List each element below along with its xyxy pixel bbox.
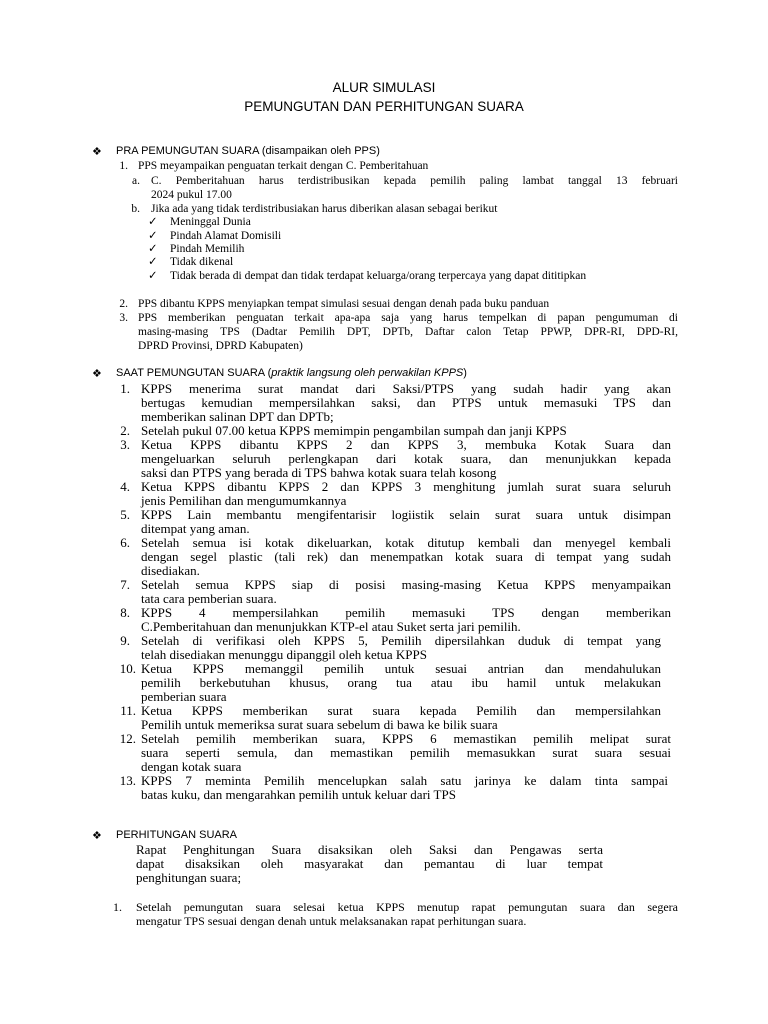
checkmark-icon: ✓ — [148, 230, 158, 242]
list-item-text: masing-masing TPS (Dadtar Pemilih DPT, DPTb, Daftar calon Tetap PPWP, DPR-RI, DPD-RI, — [138, 326, 678, 338]
list-item-text: Ketua KPPS memberikan surat suara kepada Pemilih dan mempersilahkan — [141, 703, 661, 718]
list-item-text: KPPS 4 mempersilahkan pemilih memasuki TPS dengan memberikan — [141, 605, 671, 620]
list-number: 1. — [119, 160, 128, 172]
list-item-text: jenis Pemilihan dan mengumumkannya — [141, 493, 347, 508]
checkmark-icon: ✓ — [148, 270, 158, 282]
list-number: 7. — [120, 577, 130, 592]
list-item-text: pemilih berkebutuhan khusus, orang tua atau ibu hamil untuk melakukan — [141, 675, 661, 690]
check-item: Pindah Alamat Domisili — [170, 230, 282, 242]
intro-paragraph-line: Rapat Penghitungan Suara disaksikan oleh Saksi dan Pengawas serta — [136, 842, 603, 857]
check-item: Tidak berada di dempat dan tidak terdapat keluarga/orang terpercaya yang dapat dititipkan — [170, 270, 587, 282]
diamond-bullet-icon: ❖ — [92, 146, 102, 158]
sub-item-a-line1: C. Pemberitahuan harus terdistribusikan kepada pemilih paling lambat tanggal 13 februari — [151, 175, 678, 187]
document-title-line2: PEMUNGUTAN DAN PERHITUNGAN SUARA — [244, 99, 524, 114]
list-number: 11. — [120, 703, 136, 718]
list-item-text: dengan kotak suara — [141, 759, 242, 774]
list-item-text: suara seperti semula, dan memastikan pemilih memasukkan surat suara sesuai — [141, 745, 671, 760]
intro-paragraph-line: dapat disaksikan oleh masyarakat dan pemantau di luar tempat — [136, 856, 603, 871]
list-number: 8. — [120, 605, 130, 620]
list-item-text: Pemilih untuk memeriksa surat suara sebelum di bawa ke bilik suara — [141, 717, 498, 732]
list-item-text: mengeluarkan seluruh perlengkapan dari kotak suara, dan menunjukkan kepada — [141, 451, 671, 466]
list-number: 12. — [119, 731, 136, 746]
list-number: 13. — [119, 773, 136, 788]
list-item-text: telah disediakan menunggu dipanggil oleh ketua KPPS — [141, 647, 427, 662]
sub-item-a-line2: 2024 pukul 17.00 — [151, 189, 232, 201]
list-item-text: ditempat yang aman. — [141, 521, 250, 536]
list-number: 5. — [120, 507, 130, 522]
list-number: 4. — [120, 479, 130, 494]
list-item-text: KPPS menerima surat mandat dari Saksi/PTPS yang sudah hadir yang akan — [141, 381, 671, 396]
list-item-text: Setelah pemilih memberikan suara, KPPS 6 memastikan pemilih melipat surat — [141, 731, 671, 746]
list-number: 6. — [120, 535, 130, 550]
list-number: 3. — [119, 312, 128, 324]
list-item-text: saksi dan PTPS yang berada di TPS bahwa kotak suara telah kosong — [141, 465, 497, 480]
list-number: 9. — [120, 633, 130, 648]
sub-item-label: a. — [132, 175, 140, 187]
list-item-text: PPS meyampaikan penguatan terkait dengan C. Pemberitahuan — [138, 160, 429, 172]
checkmark-icon: ✓ — [148, 256, 158, 268]
list-item-text: Setelah pukul 07.00 ketua KPPS memimpin pengambilan sumpah dan janji KPPS — [141, 423, 567, 438]
list-item-text: pemberian suara — [141, 689, 227, 704]
list-item-text: bertugas kemudian mempersilahkan saksi, dan PTPS untuk memasuki TPS dan — [141, 395, 671, 410]
sub-item-label: b. — [131, 203, 140, 215]
check-item: Pindah Memilih — [170, 243, 245, 255]
list-number: 1. — [113, 900, 122, 914]
list-number: 1. — [120, 381, 130, 396]
list-item-text: C.Pemberitahuan dan menunjukkan KTP-el atau Suket serta jari pemilih. — [141, 619, 521, 634]
list-item-text: KPPS 7 meminta Pemilih mencelupkan salah satu jarinya ke dalam tinta sampai — [141, 773, 668, 788]
check-item: Tidak dikenal — [170, 256, 234, 268]
list-item-text: Setelah di verifikasi oleh KPPS 5, Pemilih dipersilahkan duduk di tempat yang — [141, 633, 661, 648]
list-item-text: Ketua KPPS memanggil pemilih untuk sesuai antrian dan mendahulukan — [141, 661, 661, 676]
checkmark-icon: ✓ — [148, 216, 158, 228]
list-number: 10. — [119, 661, 136, 676]
list-item-text: batas kuku, dan mengarahkan pemilih untuk keluar dari TPS — [141, 787, 456, 802]
checkmark-icon: ✓ — [148, 243, 158, 255]
list-item-text: Ketua KPPS dibantu KPPS 2 dan KPPS 3, membuka Kotak Suara dan — [141, 437, 671, 452]
list-item-text: DPRD Provinsi, DPRD Kabupaten) — [138, 340, 303, 352]
list-item-text: disediakan. — [141, 563, 200, 578]
list-item-text: PPS dibantu KPPS menyiapkan tempat simulasi sesuai dengan denah pada buku panduan — [138, 298, 550, 310]
list-item-text: Setelah semua isi kotak dikeluarkan, kotak ditutup kembali dan menyegel kembali — [141, 535, 671, 550]
document-page: ALUR SIMULASI PEMUNGUTAN DAN PERHITUNGAN SUARA ❖ PRA PEMUNGUTAN SUARA (disampaikan oleh PPS) 1. PPS meyampaikan penguatan terkait dengan C. Pemberitahuan a. C. Pemberitahuan harus terdistribusikan kepada pemilih paling lambat tanggal 13 februari 2024 pukul 17.00 b. Jika ada yang tidak terdistribusiakan harus diberikan alasan sebagai berikut ✓ Meninggal Dunia ✓ Pindah Alamat Domisili ✓ Pindah Memilih ✓ Tidak dikenal ✓ Tidak berada di dempat dan tidak terdapat keluarga/orang terpercaya yang dapat dititipkan 2. PPS dibantu KPPS menyiapkan tempat simulasi sesuai dengan denah pada buku panduan 3. PPS memberikan penguatan terkait apa-apa saja yang harus tempelkan di papan pengumuman di masing-masing TPS (Dadtar Pemilih DPT, DPTb, Daftar calon Tetap PPWP, DPR-RI, DPD-RI, DPRD Provinsi, DPRD Kabupaten) ❖ SAAT PEMUNGUTAN SUARA (praktik langsung oleh perwakilan KPPS) 1. KPPS menerima surat mandat dari Saksi/PTPS yang sudah hadir yang akan bertugas kemudian mempersilahkan saksi, dan PTPS untuk memasuki TPS dan memberikan salinan DPT dan DPTb; 2. Setelah pukul 07.00 ketua KPPS memimpin pengambilan sumpah dan janji KPPS 3. Ketua KPPS dibantu KPPS 2 dan KPPS 3, membuka Kotak Suara dan mengeluarkan seluruh perlengkapan dari kotak suara, dan menunjukkan kepada saksi dan PTPS yang berada di TPS bahwa kotak suara telah kosong 4. Ketua KPPS dibantu KPPS 2 dan KPPS 3 menghitung jumlah surat suara seluruh jenis Pemilihan dan mengumumkannya 5. KPPS Lain membantu mengifentarisir logiistik selain surat suara untuk disimpan ditempat yang aman. 6. Setelah semua isi kotak dikeluarkan, kotak ditutup kembali dan menyegel kembali dengan segel plastic (tali rek) dan menempatkan kotak suara di tempat yang sudah disediakan. 7. Setelah semua KPPS siap di posisi masing-masing Ketua KPPS menyampaikan tata cara pemberian suara. 8. KPPS 4 mempersilahkan pemilih memasuki TPS dengan memberikan C.Pemberitahuan dan menunjukkan KTP-el atau Suket serta jari pemilih. 9. Setelah di verifikasi oleh KPPS 5, Pemilih dipersilahkan duduk di tempat yang telah disediakan menunggu dipanggil oleh ketua KPPS 10. Ketua KPPS memanggil pemilih untuk sesuai antrian dan mendahulukan pemilih berkebutuhan khusus, orang tua atau ibu hamil untuk melakukan pemberian suara 11. Ketua KPPS memberikan surat suara kepada Pemilih dan mempersilahkan Pemilih untuk memeriksa surat suara sebelum di bawa ke bilik suara 12. Setelah pemilih memberikan suara, KPPS 6 memastikan pemilih melipat surat suara seperti semula, dan memastikan pemilih memasukkan surat suara sesuai dengan kotak suara 13. KPPS 7 meminta Pemilih mencelupkan salah satu jarinya ke dalam tinta sampai batas kuku, dan mengarahkan pemilih untuk keluar dari TPS ❖ PERHITUNGAN SUARA Rapat Penghitungan Suara disaksikan oleh Saksi dan Pengawas serta dapat disaksikan oleh masyarakat dan pemantau di luar tempat penghitungan suara; 1. Setelah pemungutan suara selesai ketua KPPS menutup rapat pemungutan suara dan segera mengatur TPS sesuai dengan denah untuk melaksanakan rapat perhitungan suara. — [0, 0, 768, 1024]
list-item-text: tata cara pemberian suara. — [141, 591, 277, 606]
sub-item-b-text: Jika ada yang tidak terdistribusiakan harus diberikan alasan sebagai berikut — [151, 203, 498, 215]
list-item-text: dengan segel plastic (tali rek) dan menempatkan kotak suara di tempat yang sudah — [141, 549, 671, 564]
list-item-text: Ketua KPPS dibantu KPPS 2 dan KPPS 3 menghitung jumlah surat suara seluruh — [141, 479, 671, 494]
list-number: 2. — [119, 298, 128, 310]
check-item: Meninggal Dunia — [170, 216, 251, 228]
list-item-text: memberikan salinan DPT dan DPTb; — [141, 409, 334, 424]
diamond-bullet-icon: ❖ — [92, 830, 102, 842]
intro-paragraph-line: penghitungan suara; — [136, 870, 242, 885]
list-item-text: KPPS Lain membantu mengifentarisir logiistik selain surat suara untuk disimpan — [141, 507, 671, 522]
diamond-bullet-icon: ❖ — [92, 368, 102, 380]
list-item-text: PPS memberikan penguatan terkait apa-apa saja yang harus tempelkan di papan pengumuman di — [138, 312, 678, 324]
list-number: 3. — [120, 437, 130, 452]
list-item-text: Setelah semua KPPS siap di posisi masing-masing Ketua KPPS menyampaikan — [141, 577, 671, 592]
list-number: 2. — [120, 423, 130, 438]
list-item-text: Setelah pemungutan suara selesai ketua KPPS menutup rapat pemungutan suara dan segera — [136, 900, 678, 914]
document-title-line1: ALUR SIMULASI — [332, 80, 436, 95]
list-item-text: mengatur TPS sesuai dengan denah untuk melaksanakan rapat perhitungan suara. — [136, 914, 527, 928]
